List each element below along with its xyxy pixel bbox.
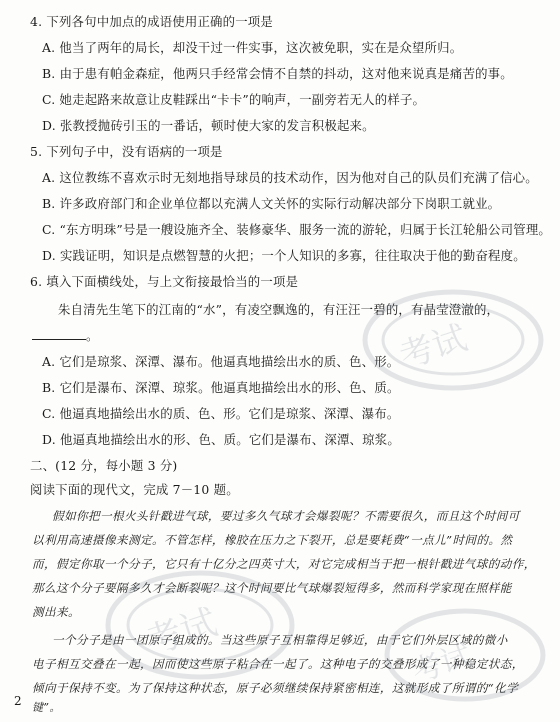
section2-instruction: 阅读下面的现代文，完成 7－10 题。 xyxy=(30,482,239,497)
q4-option-d: D. 张教授抛砖引玉的一番话，顿时使大家的发言积极起来。 xyxy=(42,118,375,133)
reading-p1-line3: 而，假定你取一个分子，它只有十亿分之四英寸大，对它完成相当于把一根针戳进气球的动作， xyxy=(32,557,536,571)
q4-option-b: B. 由于患有帕金森症，他两只手经常会情不自禁的抖动，这对他来说真是痛苦的事。 xyxy=(42,66,513,81)
reading-p1-line1: 假如你把一根火头针戳进气球，要过多久气球才会爆裂呢？不需要很久，而且这个时间可 xyxy=(52,509,520,523)
reading-p2-line1: 一个分子是由一团原子组成的。当这些原子互相靠得足够近，由于它们外层区域的微小 xyxy=(52,633,508,647)
q5-stem: 5. 下列句子中，没有语病的一项是 xyxy=(30,144,223,159)
q6-passage-line1: 朱自清先生笔下的江南的“水”，有凌空飘逸的，有汪汪一碧的，有晶莹澄澈的， xyxy=(58,302,500,317)
q5-option-b: B. 许多政府部门和企业单位都以充满人文关怀的实际行动解决部分下岗职工就业。 xyxy=(42,196,501,211)
reading-p1-line4: 那么这个分子要隔多久才会断裂呢？这个时间要比气球爆裂短得多，然而科学家现在照样能 xyxy=(32,581,512,595)
svg-text:考试: 考试 xyxy=(394,317,472,377)
reading-p2-line4: 键”。 xyxy=(32,701,61,714)
q4-option-c: C. 她走起路来故意让皮鞋踩出“卡卡”的响声，一副旁若无人的样子。 xyxy=(42,92,426,107)
q5-option-a: A. 这位教练不喜欢示时无刻地指导球员的技术动作，因为他对自己的队员们充满了信心。 xyxy=(42,170,538,185)
q6-option-b: B. 它们是瀑布、深潭、琼浆。他逼真地描绘出水的形、色、质。 xyxy=(42,380,400,395)
q6-passage-end: 。 xyxy=(86,328,99,343)
section2-heading: 二、(12 分，每小题 3 分) xyxy=(30,458,178,473)
reading-p1-line5: 测出来。 xyxy=(32,605,80,619)
reading-p2-line3: 倾向于保持不变。为了保持这种状态，原子必须继续保持紧密相连，这就形成了所谓的“化学 xyxy=(32,681,519,695)
answer-blank xyxy=(32,329,86,340)
q4-option-a: A. 他当了两年的局长，却没干过一件实事，这次被免职，实在是众望所归。 xyxy=(42,40,463,55)
q5-option-c: C. “东方明珠”号是一艘设施齐全、装修豪华、服务一流的游轮，归属于长江轮船公司管理。 xyxy=(42,222,552,237)
q6-option-c: C. 他逼真地描绘出水的质、色、形。它们是琼浆、深潭、瀑布。 xyxy=(42,406,400,421)
q6-option-d: D. 他逼真地描绘出水的形、色、质。它们是瀑布、深潭、琼浆。 xyxy=(42,432,400,447)
q6-option-a: A. 它们是琼浆、深潭、瀑布。他逼真地描绘出水的质、色、形。 xyxy=(42,354,400,369)
page-number: 2 xyxy=(14,694,22,708)
q4-stem: 4. 下列各句中加点的成语使用正确的一项是 xyxy=(30,14,273,29)
q5-option-d: D. 实践证明，知识是点燃智慧的火把；一个人知识的多寡，往往取决于他的勤奋程度。 xyxy=(42,248,526,263)
reading-p2-line2: 电子相互交叠在一起，因而使这些原子粘合在一起了。这种电子的交叠形成了一种稳定状态， xyxy=(32,657,524,671)
reading-p1-line2: 以利用高速摄像来测定。不管怎样，橡胶在压力之下裂开，总是要耗费“一点儿”时间的。然 xyxy=(32,533,513,547)
svg-text:考试: 考试 xyxy=(407,638,476,691)
q6-stem: 6. 填入下面横线处，与上文衔接最恰当的一项是 xyxy=(30,274,299,289)
svg-text:考试: 考试 xyxy=(140,601,223,664)
q6-passage-line2 xyxy=(32,328,99,344)
